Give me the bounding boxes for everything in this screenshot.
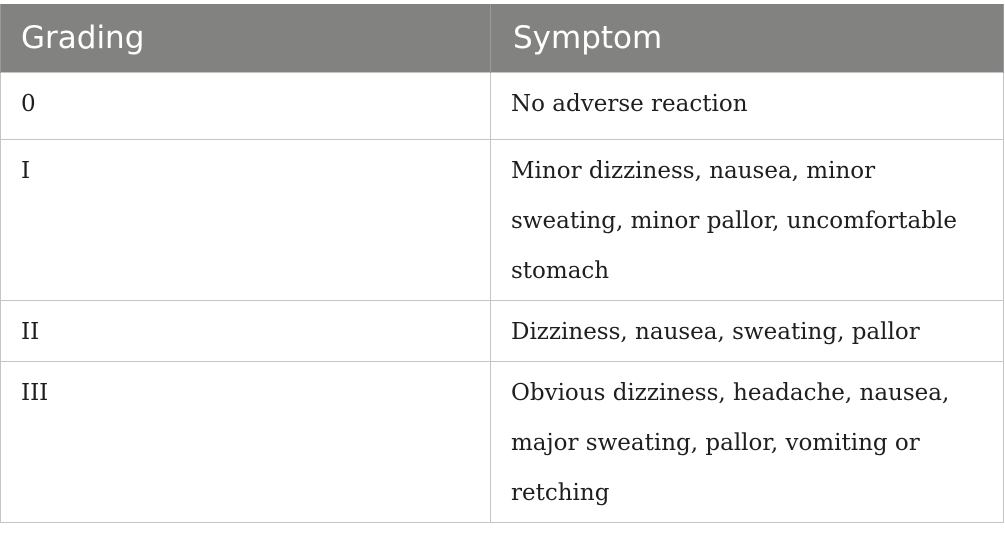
table-row (1, 140, 1004, 301)
table-row (1, 362, 1004, 523)
grade-cell: III (1, 362, 491, 523)
grade-cell: 0 (1, 73, 491, 140)
grading-table (0, 4, 1004, 523)
symptom-cell: Obvious dizziness, headache, nausea, major sweating, pallor, vomiting or retching (491, 362, 1004, 523)
table-header (1, 4, 1004, 73)
grade-cell: I (1, 140, 491, 301)
symptom-cell: No adverse reaction (491, 73, 1004, 140)
grading-table-container (0, 4, 1003, 523)
header-grading: Grading (1, 4, 491, 73)
symptom-cell: Minor dizziness, nausea, minor sweating, minor pallor, uncomfortable stomach (491, 140, 1004, 301)
symptom-cell: Dizziness, nausea, sweating, pallor (491, 301, 1004, 362)
table-row (1, 73, 1004, 140)
table-body (1, 73, 1004, 523)
table-row (1, 301, 1004, 362)
header-row (1, 4, 1004, 73)
header-symptom: Symptom (491, 4, 1004, 73)
grade-cell: II (1, 301, 491, 362)
